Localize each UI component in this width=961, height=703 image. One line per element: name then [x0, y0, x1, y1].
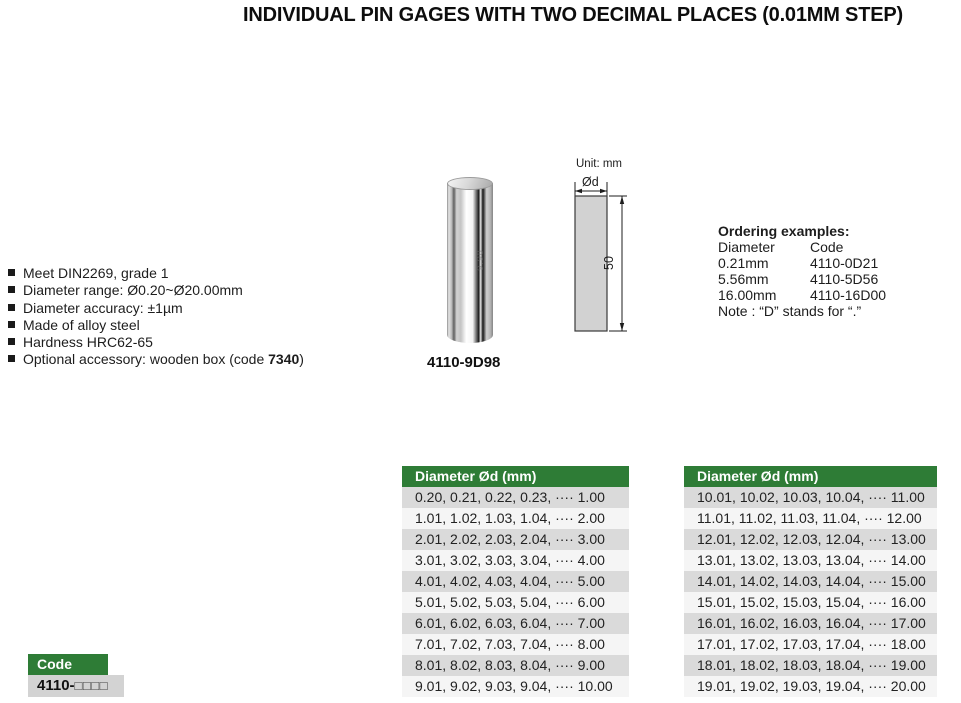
bullet-square-icon — [8, 338, 15, 345]
feature-text: Made of alloy steel — [23, 316, 140, 333]
code-prefix: 4110- — [37, 677, 75, 694]
ordering-row — [718, 287, 958, 303]
pin-gage-photo — [447, 177, 493, 343]
table-row: 5.01, 5.02, 5.03, 5.04, ···· 6.00 — [402, 592, 629, 613]
length-dim-label: 50 — [602, 256, 616, 270]
table-row: 3.01, 3.02, 3.03, 3.04, ···· 4.00 — [402, 550, 629, 571]
bullet-square-icon — [8, 304, 15, 311]
table-row: 9.01, 9.02, 9.03, 9.04, ···· 10.00 — [402, 676, 629, 697]
code-box-value — [28, 675, 124, 697]
ordering-row — [718, 255, 958, 271]
table-row: 8.01, 8.02, 8.03, 8.04, ···· 9.00 — [402, 655, 629, 676]
table-row: 12.01, 12.02, 12.03, 12.04, ···· 13.00 — [684, 529, 937, 550]
table-row: 4.01, 4.02, 4.03, 4.04, ···· 5.00 — [402, 571, 629, 592]
feature-item — [8, 300, 416, 317]
table-row: 17.01, 17.02, 17.03, 17.04, ···· 18.00 — [684, 634, 937, 655]
col-diameter: Diameter — [718, 239, 775, 255]
table-row: 10.01, 10.02, 10.03, 10.04, ···· 11.00 — [684, 487, 937, 508]
feature-text: Meet DIN2269, grade 1 — [23, 265, 169, 281]
ordering-diameter: 16.00mm — [718, 287, 777, 303]
table-header: Diameter Ød (mm) — [402, 466, 629, 487]
diameter-table-left — [402, 466, 629, 697]
table-row: 1.01, 1.02, 1.03, 1.04, ···· 2.00 — [402, 508, 629, 529]
pin-marking-text: 9.98 — [475, 249, 485, 271]
table-row: 16.01, 16.02, 16.03, 16.04, ···· 17.00 — [684, 613, 937, 634]
table-row: 13.01, 13.02, 13.03, 13.04, ···· 14.00 — [684, 550, 937, 571]
table-body — [684, 487, 937, 697]
bullet-square-icon — [8, 269, 15, 276]
pin-body — [447, 183, 493, 343]
feature-item — [8, 282, 416, 299]
ordering-code: 4110-5D56 — [810, 271, 879, 287]
feature-text: Diameter accuracy: ±1µm — [23, 299, 183, 316]
feature-item — [8, 351, 416, 368]
bullet-square-icon — [8, 355, 15, 362]
col-code: Code — [810, 239, 844, 255]
diameter-dim-label: Ød — [582, 175, 599, 189]
ordering-row — [718, 271, 958, 287]
feature-list — [8, 265, 416, 369]
ordering-columns — [718, 239, 958, 255]
ordering-examples — [718, 223, 958, 319]
table-row: 19.01, 19.02, 19.03, 19.04, ···· 20.00 — [684, 676, 937, 697]
table-row: 7.01, 7.02, 7.03, 7.04, ···· 8.00 — [402, 634, 629, 655]
ordering-diameter: 5.56mm — [718, 271, 769, 287]
feature-item — [8, 334, 416, 351]
product-model-label: 4110-9D98 — [427, 354, 501, 371]
table-row: 6.01, 6.02, 6.03, 6.04, ···· 7.00 — [402, 613, 629, 634]
table-row: 0.20, 0.21, 0.22, 0.23, ···· 1.00 — [402, 487, 629, 508]
page-title: INDIVIDUAL PIN GAGES WITH TWO DECIMAL PLACES (0.01MM STEP) — [243, 4, 903, 26]
ordering-heading: Ordering examples: — [718, 223, 850, 239]
table-row: 15.01, 15.02, 15.03, 15.04, ···· 16.00 — [684, 592, 937, 613]
accessory-code: 7340 — [268, 351, 300, 368]
code-placeholder-boxes: □□□□ — [74, 678, 108, 693]
feature-text: Diameter range: Ø0.20~Ø20.00mm — [23, 282, 243, 299]
feature-item — [8, 317, 416, 334]
table-row: 2.01, 2.02, 2.03, 2.04, ···· 3.00 — [402, 529, 629, 550]
ordering-note: Note : “D” stands for “.” — [718, 303, 862, 319]
feature-text: Hardness HRC62-65 — [23, 334, 153, 351]
table-row: 14.01, 14.02, 14.03, 14.04, ···· 15.00 — [684, 571, 937, 592]
table-body — [402, 487, 629, 697]
ordering-diameter: 0.21mm — [718, 255, 769, 271]
feature-text: ) — [299, 351, 304, 368]
table-row: 18.01, 18.02, 18.03, 18.04, ···· 19.00 — [684, 655, 937, 676]
ordering-code: 4110-0D21 — [810, 255, 879, 271]
table-row: 11.01, 11.02, 11.03, 11.04, ···· 12.00 — [684, 508, 937, 529]
feature-text: Optional accessory: wooden box (code — [23, 351, 269, 368]
bullet-square-icon — [8, 286, 15, 293]
diameter-table-right — [684, 466, 937, 697]
pin-dimension-diagram — [562, 150, 640, 348]
unit-label: Unit: mm — [576, 158, 622, 170]
table-header: Diameter Ød (mm) — [684, 466, 937, 487]
order-code-box — [28, 654, 124, 697]
feature-item — [8, 265, 416, 282]
ordering-code: 4110-16D00 — [810, 287, 887, 303]
code-box-header: Code — [28, 654, 108, 675]
bullet-square-icon — [8, 321, 15, 328]
pin-top-face — [447, 177, 493, 190]
